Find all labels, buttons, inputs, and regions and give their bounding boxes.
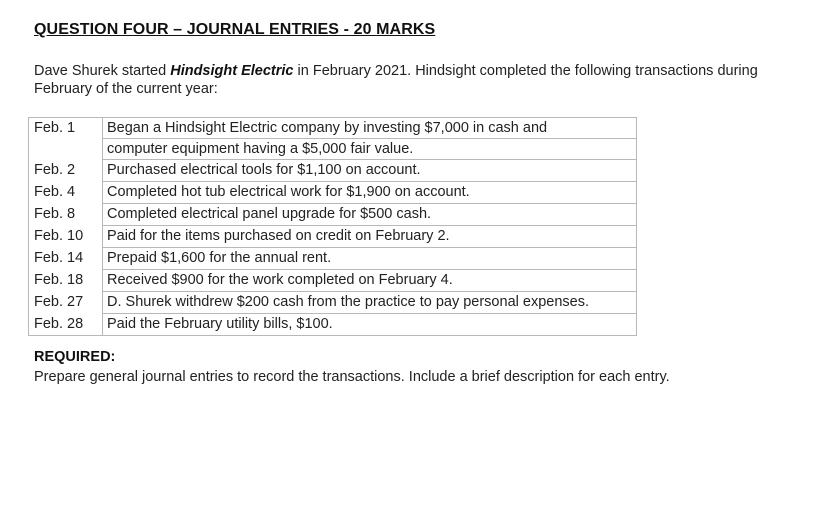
- table-row: [29, 182, 637, 204]
- table-row: [29, 270, 637, 292]
- required-label: REQUIRED:: [34, 349, 116, 365]
- transaction-description-line: Began a Hindsight Electric company by investing $7,000 in cash and: [107, 120, 548, 136]
- transaction-date: Feb. 27: [29, 292, 103, 314]
- intro-paragraph: [34, 62, 794, 98]
- table-row: [29, 314, 637, 336]
- transaction-date: Feb. 10: [29, 226, 103, 248]
- transaction-description: Purchased electrical tools for $1,100 on account.: [103, 160, 637, 182]
- table-row: [29, 160, 637, 182]
- transaction-description: [103, 118, 637, 160]
- transaction-date: Feb. 14: [29, 248, 103, 270]
- transaction-description: D. Shurek withdrew $200 cash from the practice to pay personal expenses.: [103, 292, 637, 314]
- transaction-description: Completed hot tub electrical work for $1,900 on account.: [103, 182, 637, 204]
- table-row: [29, 292, 637, 314]
- table-row: [29, 118, 637, 160]
- transaction-description: Received $900 for the work completed on February 4.: [103, 270, 637, 292]
- table-row: [29, 204, 637, 226]
- transaction-description: Prepaid $1,600 for the annual rent.: [103, 248, 637, 270]
- table-row: [29, 226, 637, 248]
- transaction-description: Paid the February utility bills, $100.: [103, 314, 637, 336]
- transaction-date: Feb. 1: [29, 118, 103, 160]
- transaction-description: Completed electrical panel upgrade for $500 cash.: [103, 204, 637, 226]
- transaction-date: Feb. 2: [29, 160, 103, 182]
- transaction-description-line: computer equipment having a $5,000 fair value.: [103, 138, 636, 159]
- required-instructions: Prepare general journal entries to record the transactions. Include a brief description for each entry.: [34, 369, 670, 385]
- company-name: Hindsight Electric: [170, 63, 294, 79]
- transaction-description: Paid for the items purchased on credit on February 2.: [103, 226, 637, 248]
- intro-text-after: in February 2021. Hindsight completed the following transactions during February of the current year:: [34, 63, 758, 97]
- question-heading: QUESTION FOUR – JOURNAL ENTRIES - 20 MARKS: [34, 21, 436, 38]
- transactions-table: [28, 117, 637, 336]
- intro-text-before: Dave Shurek started: [34, 63, 171, 79]
- transaction-date: Feb. 18: [29, 270, 103, 292]
- transaction-date: Feb. 28: [29, 314, 103, 336]
- table-row: [29, 248, 637, 270]
- transaction-date: Feb. 4: [29, 182, 103, 204]
- transaction-date: Feb. 8: [29, 204, 103, 226]
